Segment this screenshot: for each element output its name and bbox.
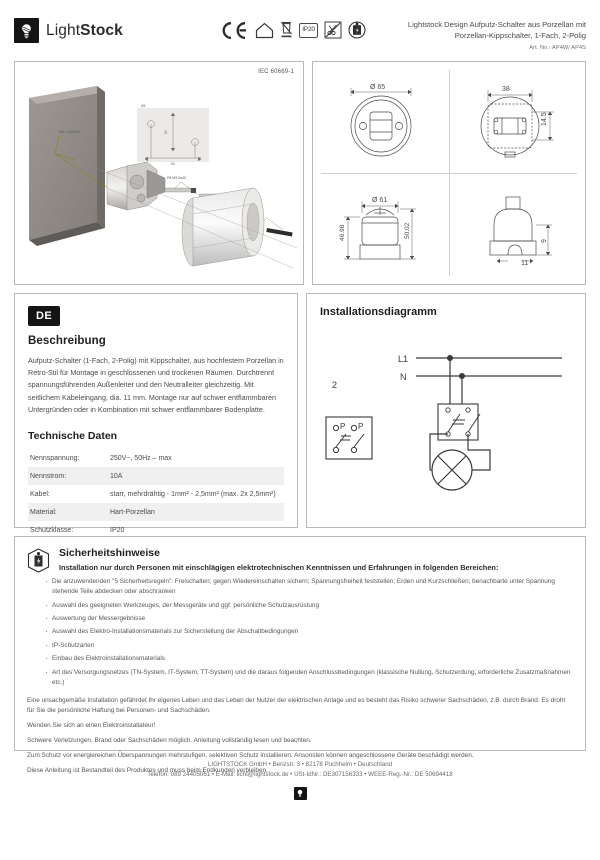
base-height-label: 9 <box>541 238 548 243</box>
closing-paragraph: Wenden Sie sich an einen Elektroinstallateur! <box>27 722 156 730</box>
technical-data-heading: Technische Daten <box>28 430 118 443</box>
tech-value: 10A <box>106 467 284 485</box>
list-item: · Auswertung der Messergebnisse <box>45 614 573 624</box>
company-address: LIGHTSTOCK GmbH • Benzstr. 3 • 82178 Puchheim • Deutschland <box>207 761 393 768</box>
indoor-use-house-icon <box>255 20 274 40</box>
closing-paragraph: Zum Schutz vor energiereichen Überspannungen mehrstufigen, selektiven Schutz installieren. Ansonsten können angeschlossene Geräte beschädigt werden. <box>27 752 474 760</box>
wiring-diagram <box>320 322 574 508</box>
svg-text:60: 60 <box>171 162 175 166</box>
tech-value: Hart-Porzellan <box>106 503 284 521</box>
svg-text:Ø4: Ø4 <box>141 104 146 108</box>
tech-key: Kabel: <box>30 490 50 498</box>
brand-name <box>46 22 123 40</box>
terminal-label-p2: P <box>358 422 364 431</box>
details-row <box>14 293 586 534</box>
exploded-assembly-drawing <box>15 62 303 284</box>
safety-closing-text <box>27 696 573 777</box>
screw-label: PA M3.5x40 <box>167 176 187 180</box>
line-label-n: N <box>400 372 407 382</box>
list-item: · Die anzuwendenden "5 Sicherheitsregeln": Freischalten; gegen Wiedereinschalten sichern; Spannungsfreiheit feststellen; Erden und Kurzschließen; benachbarte unter Spannung stehende Teile abdecken oder abschranken <box>45 577 573 597</box>
description-panel <box>14 293 298 534</box>
tech-key: Material: <box>28 503 106 521</box>
drawings-row <box>14 61 586 285</box>
brand-stock: Stock <box>80 21 123 39</box>
bulb-icon <box>14 18 39 43</box>
safety-bullet-list <box>45 577 573 688</box>
safety-heading: Sicherheitshinweise <box>59 547 160 559</box>
list-item: · Auswahl des geeigneten Werkzeuges, der Messgeräte und ggf. persönliche Schutzausrüstung <box>45 601 573 611</box>
electrician-only-icon <box>348 20 366 40</box>
dimension-drawings-panel <box>312 61 586 285</box>
language-badge: DE <box>28 306 60 326</box>
front-diameter-label: Ø 65 <box>370 83 386 91</box>
table-row <box>28 503 284 521</box>
product-title-block <box>371 14 586 51</box>
company-contact: Telefon: 089 24405061 • E-Mail: licht@lightstock.de • USt-IdNr.: DE307156333 • WEEE-Reg.-Nr.: DE 50694418 <box>147 771 453 778</box>
front-view <box>313 62 449 173</box>
tech-value: starr, mehrdrähtig - 1mm² - 2,5mm² (max. 2x 2,5mm²) <box>110 490 276 498</box>
description-text: Aufputz-Schalter (1-Fach, 2-Polig) mit Kippschalter, aus hochfestem Porzellan in Retro-Stil für Montage in geschlossenen und trockenen Räumen. Durchtrennt spannungsführenden Außenleiter und den Neutralleiter gleichzeitig. Mit seitlichem Kabeleingang, dia. 11 mm. Montage nur auf schwer entflammbaren Untergründen oder in Kombination mit schwer entflammbarer Bodenplatte. <box>28 356 284 414</box>
table-row <box>28 485 284 503</box>
exploded-assembly-panel <box>14 61 304 285</box>
product-title-line1: Lightstock Design Aufputz-Schalter aus Porzellan mit <box>407 20 586 29</box>
tech-value: 250V~, 50Hz – max <box>110 454 172 462</box>
closing-paragraph: Diese Anleitung ist Bestandteil des Produktes und muss beim Endkunden verbleiben. <box>27 767 268 775</box>
wall-plate <box>29 86 105 246</box>
insert-width-label: 38 <box>502 85 510 93</box>
porcelain-body <box>182 188 264 266</box>
closing-paragraph: Eine unsachgemäße Installation gefährdet Ihr eigenes Leben und das Leben der Nutzer der elektrischen Anlage und es besteht das Risiko schwerer Sachschäden, z.B. durch Brand. Es droht für Sie die persönliche Haftung bei Personen- und Sachschäden. <box>27 696 566 715</box>
list-item: · Einbau des Elektroinstallationsmaterials <box>45 654 573 664</box>
table-row <box>28 467 284 485</box>
ip-rating-icon: IP20 <box>299 23 318 38</box>
closing-paragraph: Schwere Verletzungen, Brand oder Sachschäden möglich. Anleitung vollständig lesen und beachten. <box>27 737 312 745</box>
technical-data-table <box>28 449 284 539</box>
switch-mechanism <box>107 162 165 210</box>
article-number: Art. No.: AP4W/ AP4S <box>529 45 586 51</box>
tech-key: Schutzklasse: <box>30 526 74 534</box>
rear-side-view <box>449 173 585 284</box>
body-diameter-label: Ø 61 <box>372 196 388 204</box>
no-cutting-tool-icon <box>324 20 342 40</box>
ce-mark-icon <box>219 20 249 40</box>
cable-entry-label: 11 <box>521 259 529 267</box>
list-item: · Art des Versorgungsnetzes (TN-System, IT-System, TT-System) und die daraus folgenden Anschlussbedingungen (klassische Nullung, Schutzerdung, erforderliche Zusatzmaßnahmen etc.) <box>45 668 573 688</box>
hole-pattern-inset <box>137 108 209 162</box>
description-heading: Beschreibung <box>28 335 106 347</box>
svg-text:60: 60 <box>164 130 168 134</box>
pole-count-label: 2 <box>332 380 338 390</box>
weee-crossed-bin-icon <box>280 20 293 40</box>
installation-panel <box>306 293 586 528</box>
table-row <box>28 449 284 467</box>
brand-logo <box>14 14 214 43</box>
supply-lines <box>398 354 562 404</box>
line-label-l1: L1 <box>398 354 409 364</box>
wall-anchor-label: M4 x 100mm <box>59 130 80 134</box>
brand-light: Light <box>46 21 81 39</box>
insert-view <box>449 62 585 173</box>
electric-shock-warning-icon <box>27 547 50 572</box>
insert-height-label: 14.5 <box>541 111 548 126</box>
installation-heading: Installationsdiagramm <box>320 306 437 318</box>
product-title-line2: Porzellan-Kippschalter, 1-Fach, 2-Polig <box>454 31 586 40</box>
iec-standard-label: IEC 60669-1 <box>258 69 294 75</box>
switch-body-schematic <box>438 404 480 440</box>
body-height-right-label: 50.02 <box>404 222 411 239</box>
side-section-view <box>313 173 449 284</box>
terminal-label-p1: P <box>340 422 346 431</box>
certification-marks <box>214 14 371 40</box>
safety-lead: Installation nur durch Personen mit einschlägigen elektrotechnischen Kenntnissen und Erfahrungen in folgenden Bereichen: <box>59 563 499 572</box>
crossed-circle-lamp-icon <box>432 450 472 490</box>
tech-key: Nennspannung: <box>30 454 80 462</box>
list-item: · IP-Schutzarten <box>45 641 573 651</box>
page-header <box>14 14 586 54</box>
switch-terminal-symbol <box>326 417 372 459</box>
body-height-left-label: 46.98 <box>339 224 346 241</box>
bulb-icon <box>294 787 307 800</box>
tech-key: Nennstrom: <box>28 467 106 485</box>
tech-value: IP20 <box>110 526 125 534</box>
list-item: · Auswahl des Elektro-Installationsmaterials zur Sicherstellung der Abschaltbedingungen <box>45 627 573 637</box>
